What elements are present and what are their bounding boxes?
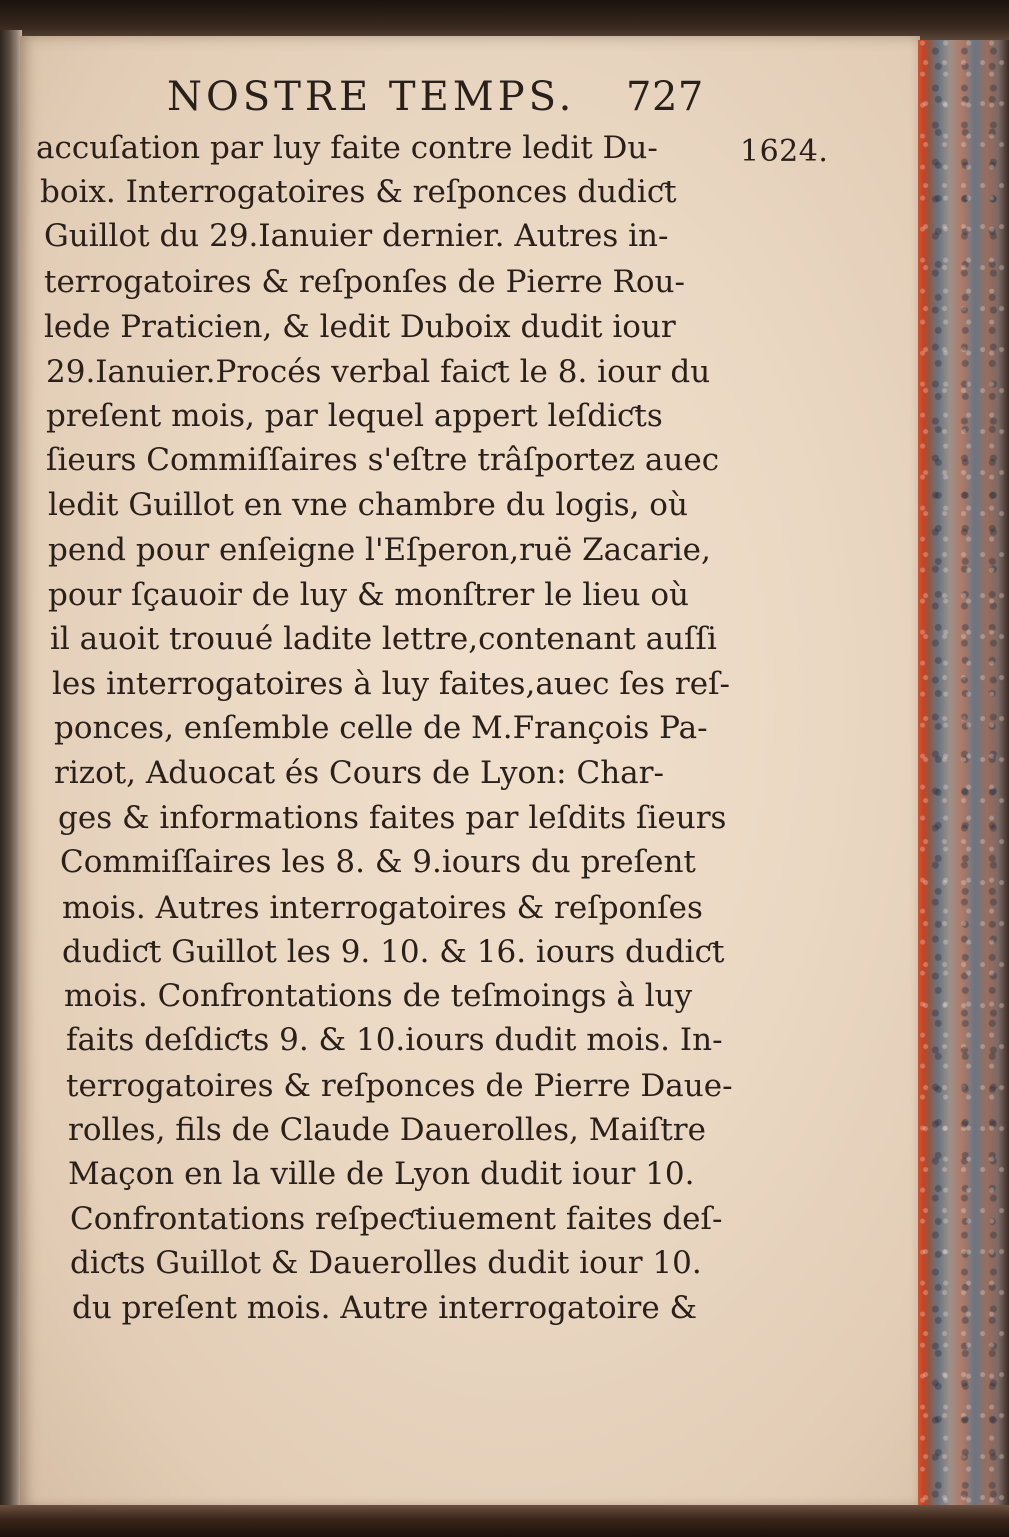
text-line: diƈts Guillot & Dauerolles dudit iour 10.	[70, 1245, 702, 1281]
text-line: mois. Autres interrogatoires & reſponſes	[62, 890, 703, 926]
sprinkled-edge-texture	[918, 40, 1009, 1510]
text-line: preſent mois, par lequel appert leſdiƈts	[46, 398, 663, 434]
margin-year-note: 1624.	[740, 134, 829, 169]
text-line: ges & informations faites par leſdits ſieurs	[58, 800, 727, 836]
text-line: terrogatoires & reſponſes de Pierre Rou-	[44, 264, 685, 300]
text-line: ledit Guillot en vne chambre du logis, où	[48, 487, 688, 523]
book-bottom-edge	[0, 1505, 1009, 1537]
text-line: Confrontations reſpeƈtiuement faites deſ-	[70, 1201, 723, 1237]
text-line: ponces, enſemble celle de M.François Pa-	[54, 710, 708, 746]
text-line: ſieurs Commiſſaires s'eſtre trâſportez auec	[46, 442, 720, 478]
text-line: Commiſſaires les 8. & 9.iours du preſent	[60, 844, 696, 880]
text-line: pour ſçauoir de luy & monſtrer le lieu où	[48, 577, 689, 613]
text-line: accuſation par luy faite contre ledit Du-	[36, 130, 658, 166]
text-line: Guillot du 29.Ianuier dernier. Autres in-	[44, 218, 669, 254]
text-line: mois. Confrontations de teſmoings à luy	[64, 978, 693, 1014]
running-title: NOSTRE TEMPS.	[167, 74, 576, 120]
text-line: 29.Ianuier.Procés verbal faiƈt le 8. iour du	[46, 354, 711, 390]
text-line: dudiƈt Guillot les 9. 10. & 16. iours dudiƈt	[62, 934, 725, 970]
text-line: faits deſdiƈts 9. & 10.iours dudit mois. In-	[66, 1022, 723, 1058]
text-line: rizot, Aduocat és Cours de Lyon: Char-	[54, 755, 664, 791]
text-line: les interrogatoires à luy faites,auec ſes reſ-	[52, 666, 731, 702]
book-top-edge	[0, 0, 1009, 40]
text-line: lede Praticien, & ledit Duboix dudit iour	[44, 309, 676, 345]
text-line: terrogatoires & reſponces de Pierre Daue-	[66, 1068, 733, 1104]
page-number: 727	[626, 74, 704, 120]
text-line: pend pour enſeigne l'Eſperon,ruë Zacarie,	[48, 532, 711, 568]
text-line: du preſent mois. Autre interrogatoire &	[72, 1290, 698, 1326]
text-line: Maçon en la ville de Lyon dudit iour 10.	[68, 1156, 695, 1192]
book-binding-gutter	[0, 30, 22, 1520]
text-line: rolles, fils de Claude Dauerolles, Maiſtre	[68, 1112, 706, 1148]
text-line: boix. Interrogatoires & reſponces dudiƈt	[40, 174, 677, 210]
text-line: il auoit trouué ladite lettre,contenant auſſi	[50, 621, 717, 657]
book-fore-edge	[918, 40, 1009, 1510]
